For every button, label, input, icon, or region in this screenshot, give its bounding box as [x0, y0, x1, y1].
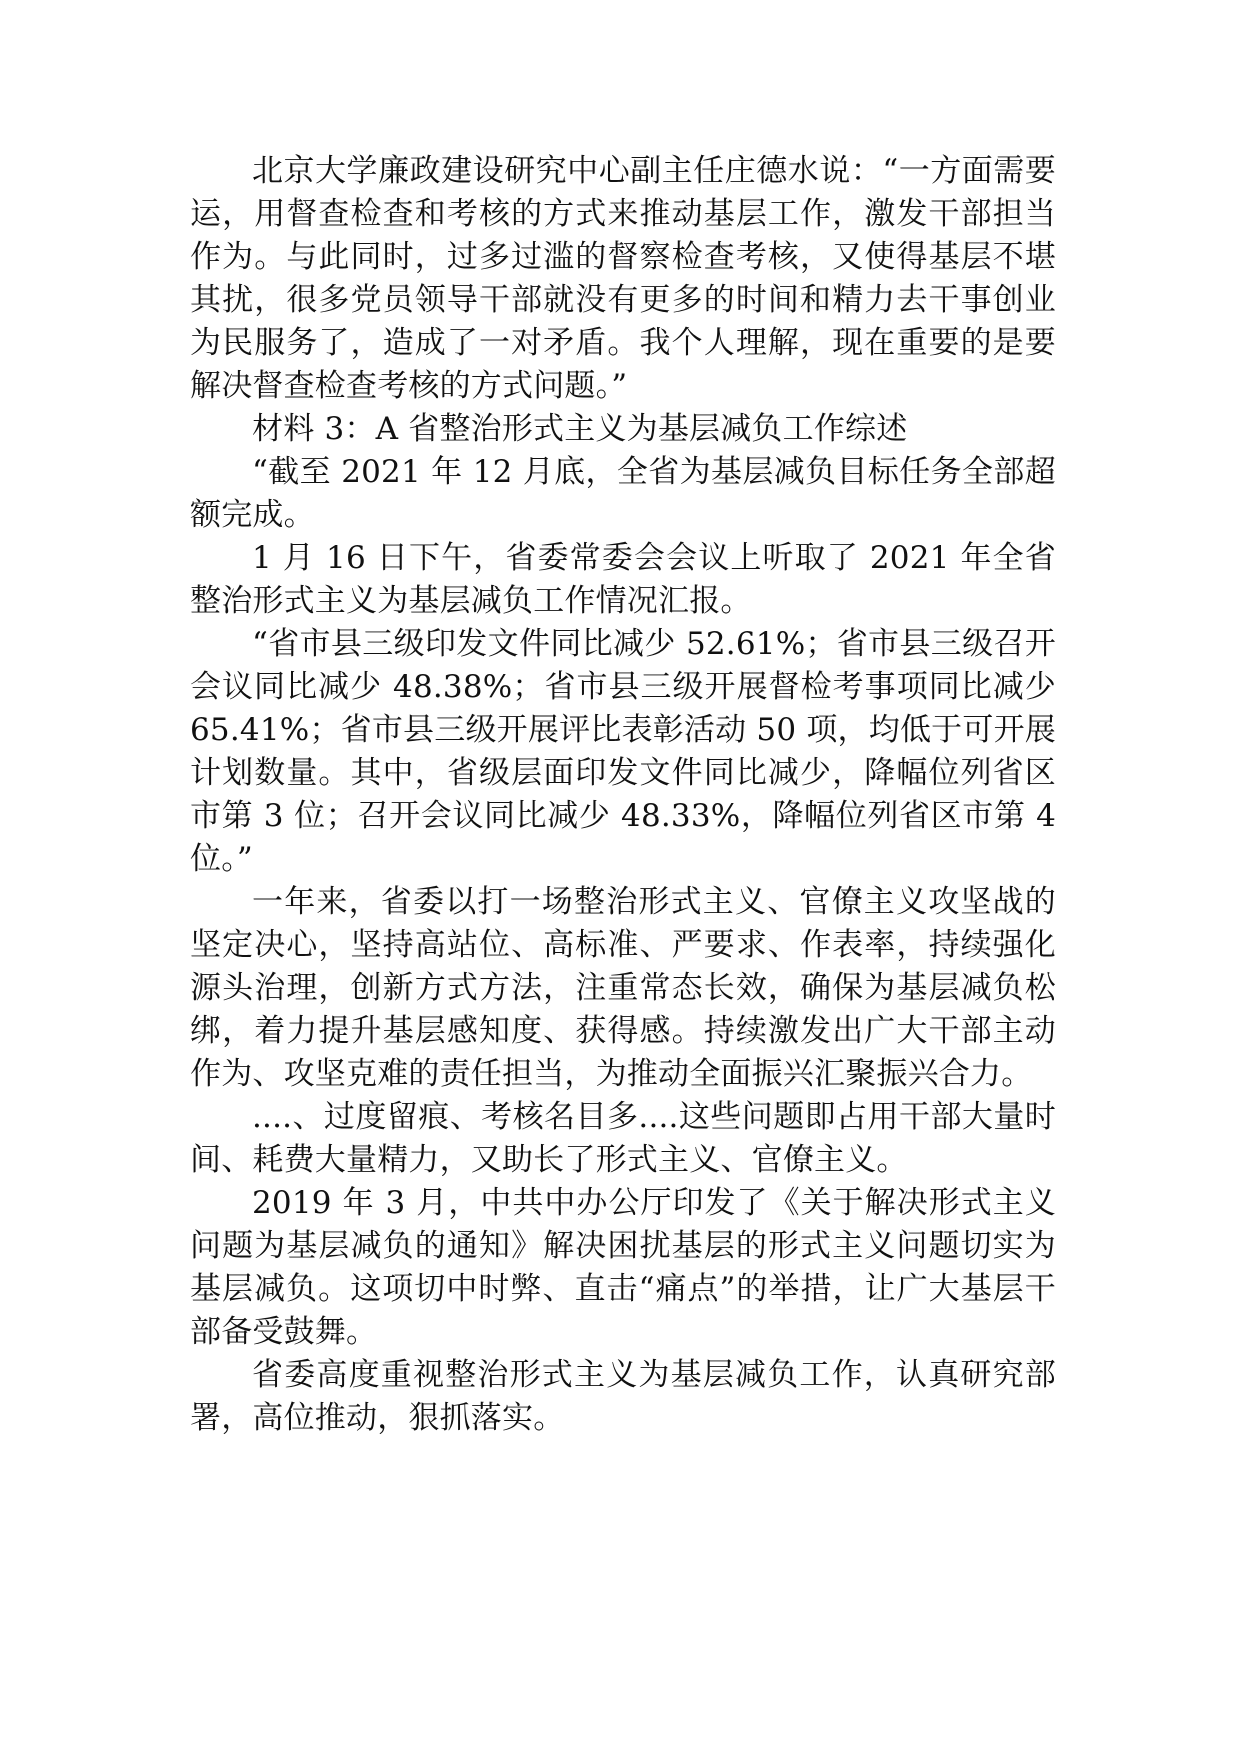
- paragraph-problems: ....、过度留痕、考核名目多....这些问题即占用干部大量时间、耗费大量精力，又助长了形式主义、官僚主义。: [190, 1099, 1056, 1178]
- paragraph-committee-emphasis: 省委高度重视整治形式主义为基层减负工作，认真研究部署，高位推动，狠抓落实。: [190, 1357, 1056, 1436]
- paragraph-2019-notice: 2019 年 3 月，中共中办公厅印发了《关于解决形式主义问题为基层减负的通知》解决困扰基层的形式主义问题切实为基层减负。这项切中时弊、直击“痛点”的举措，让广大基层干部备受鼓舞。: [190, 1185, 1056, 1350]
- document-body: [190, 150, 1056, 1440]
- paragraph-reduction-statistics: “省市县三级印发文件同比减少 52.61%；省市县三级召开会议同比减少 48.38%；省市县三级开展督检考事项同比减少 65.41%；省市县三级开展评比表彰活动 50 项，均低于可开展计划数量。其中，省级层面印发文件同比减少，降幅位列省区市第 3 位；召开会议同比减少 48.33%，降幅位列省区市第 4 位。”: [190, 626, 1056, 877]
- paragraph-material-3-heading: 材料 3：A 省整治形式主义为基层减负工作综述: [252, 411, 908, 447]
- paragraph-targets-completed: “截至 2021 年 12 月底，全省为基层减负目标任务全部超额完成。: [190, 454, 1056, 533]
- paragraph-zhuang-dewei-quote: 北京大学廉政建设研究中心副主任庄德水说：“一方面需要运，用督查检查和考核的方式来推动基层工作，激发干部担当作为。与此同时，过多过滥的督察检查考核，又使得基层不堪其扰，很多党员领导干部就没有更多的时间和精力去干事创业为民服务了，造成了一对矛盾。我个人理解，现在重要的是要解决督查检查考核的方式问题。”: [190, 153, 1056, 404]
- paragraph-standing-committee-meeting: 1 月 16 日下午，省委常委会会议上听取了 2021 年全省整治形式主义为基层减负工作情况汇报。: [190, 540, 1056, 619]
- paragraph-year-review: 一年来，省委以打一场整治形式主义、官僚主义攻坚战的坚定决心，坚持高站位、高标准、严要求、作表率，持续强化源头治理，创新方式方法，注重常态长效，确保为基层减负松绑，着力提升基层感知度、获得感。持续激发出广大干部主动作为、攻坚克难的责任担当，为推动全面振兴汇聚振兴合力。: [190, 884, 1056, 1092]
